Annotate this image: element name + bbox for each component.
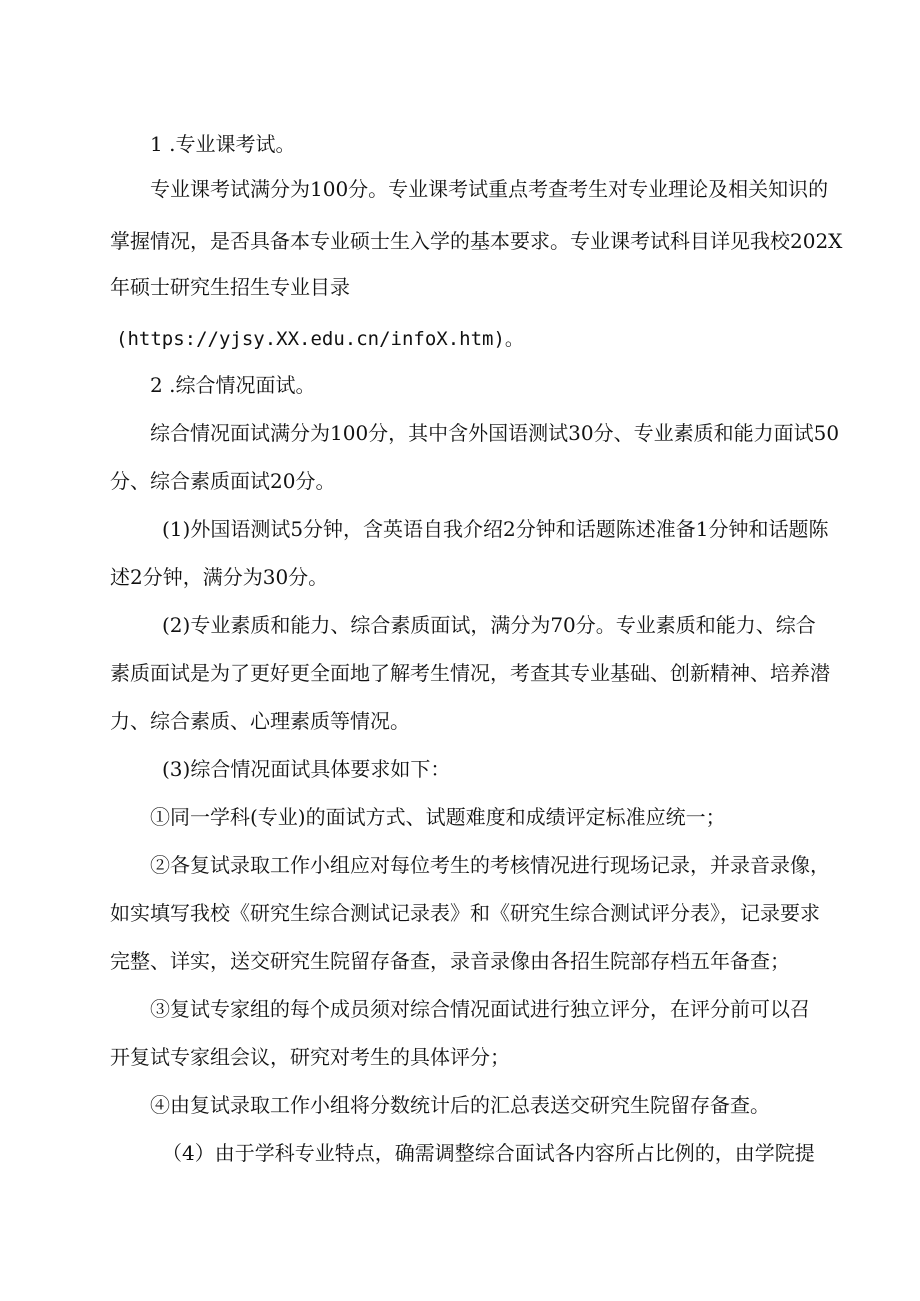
sub-item-line: ④由复试录取工作小组将分数统计后的汇总表送交研究生院留存备查。 bbox=[150, 1093, 770, 1117]
paragraph-line: 力、综合素质、心理素质等情况。 bbox=[110, 709, 410, 733]
sub-item-line: ②各复试录取工作小组应对每位考生的考核情况进行现场记录，并录音录像， bbox=[150, 853, 830, 877]
sub-item-line: ③复试专家组的每个成员须对综合情况面试进行独立评分，在评分前可以召 bbox=[150, 997, 810, 1021]
paragraph-line: 述2分钟，满分为30分。 bbox=[110, 565, 329, 589]
url-line: (https://yjsy.XX.edu.cn/infoX.htm)。 bbox=[116, 328, 524, 350]
list-item-line: (1)外国语测试5分钟，含英语自我介绍2分钟和话题陈述准备1分钟和话题陈 bbox=[162, 517, 829, 541]
paragraph-line: 掌握情况，是否具备本专业硕士生入学的基本要求。专业课考试科目详见我校202X bbox=[110, 229, 843, 253]
paragraph-line: 分、综合素质面试20分。 bbox=[110, 469, 336, 493]
paragraph-line: 综合情况面试满分为100分，其中含外国语测试30分、专业素质和能力面试50 bbox=[150, 421, 840, 445]
paragraph-line: 年硕士研究生招生专业目录 bbox=[110, 275, 350, 299]
list-item-line: (3)综合情况面试具体要求如下： bbox=[162, 757, 451, 781]
paragraph-line: 完整、详实，送交研究生院留存备查，录音录像由各招生院部存档五年备查； bbox=[110, 949, 790, 973]
list-item-line: (2)专业素质和能力、综合素质面试，满分为70分。专业素质和能力、综合 bbox=[162, 613, 816, 637]
section-heading-2: 2 .综合情况面试。 bbox=[150, 373, 316, 397]
paragraph-line: 如实填写我校《研究生综合测试记录表》和《研究生综合测试评分表》，记录要求 bbox=[110, 901, 820, 925]
section-heading-1: 1 .专业课考试。 bbox=[150, 132, 296, 156]
paragraph-line: 专业课考试满分为100分。专业课考试重点考查考生对专业理论及相关知识的 bbox=[150, 177, 829, 201]
paragraph-line: 开复试专家组会议，研究对考生的具体评分； bbox=[110, 1045, 510, 1069]
paragraph-line: 素质面试是为了更好更全面地了解考生情况，考查其专业基础、创新精神、培养潜 bbox=[110, 661, 830, 685]
sub-item-line: ①同一学科(专业)的面试方式、试题难度和成绩评定标准应统一； bbox=[150, 805, 726, 829]
list-item-line: （4）由于学科专业特点，确需调整综合面试各内容所占比例的，由学院提 bbox=[162, 1141, 815, 1165]
